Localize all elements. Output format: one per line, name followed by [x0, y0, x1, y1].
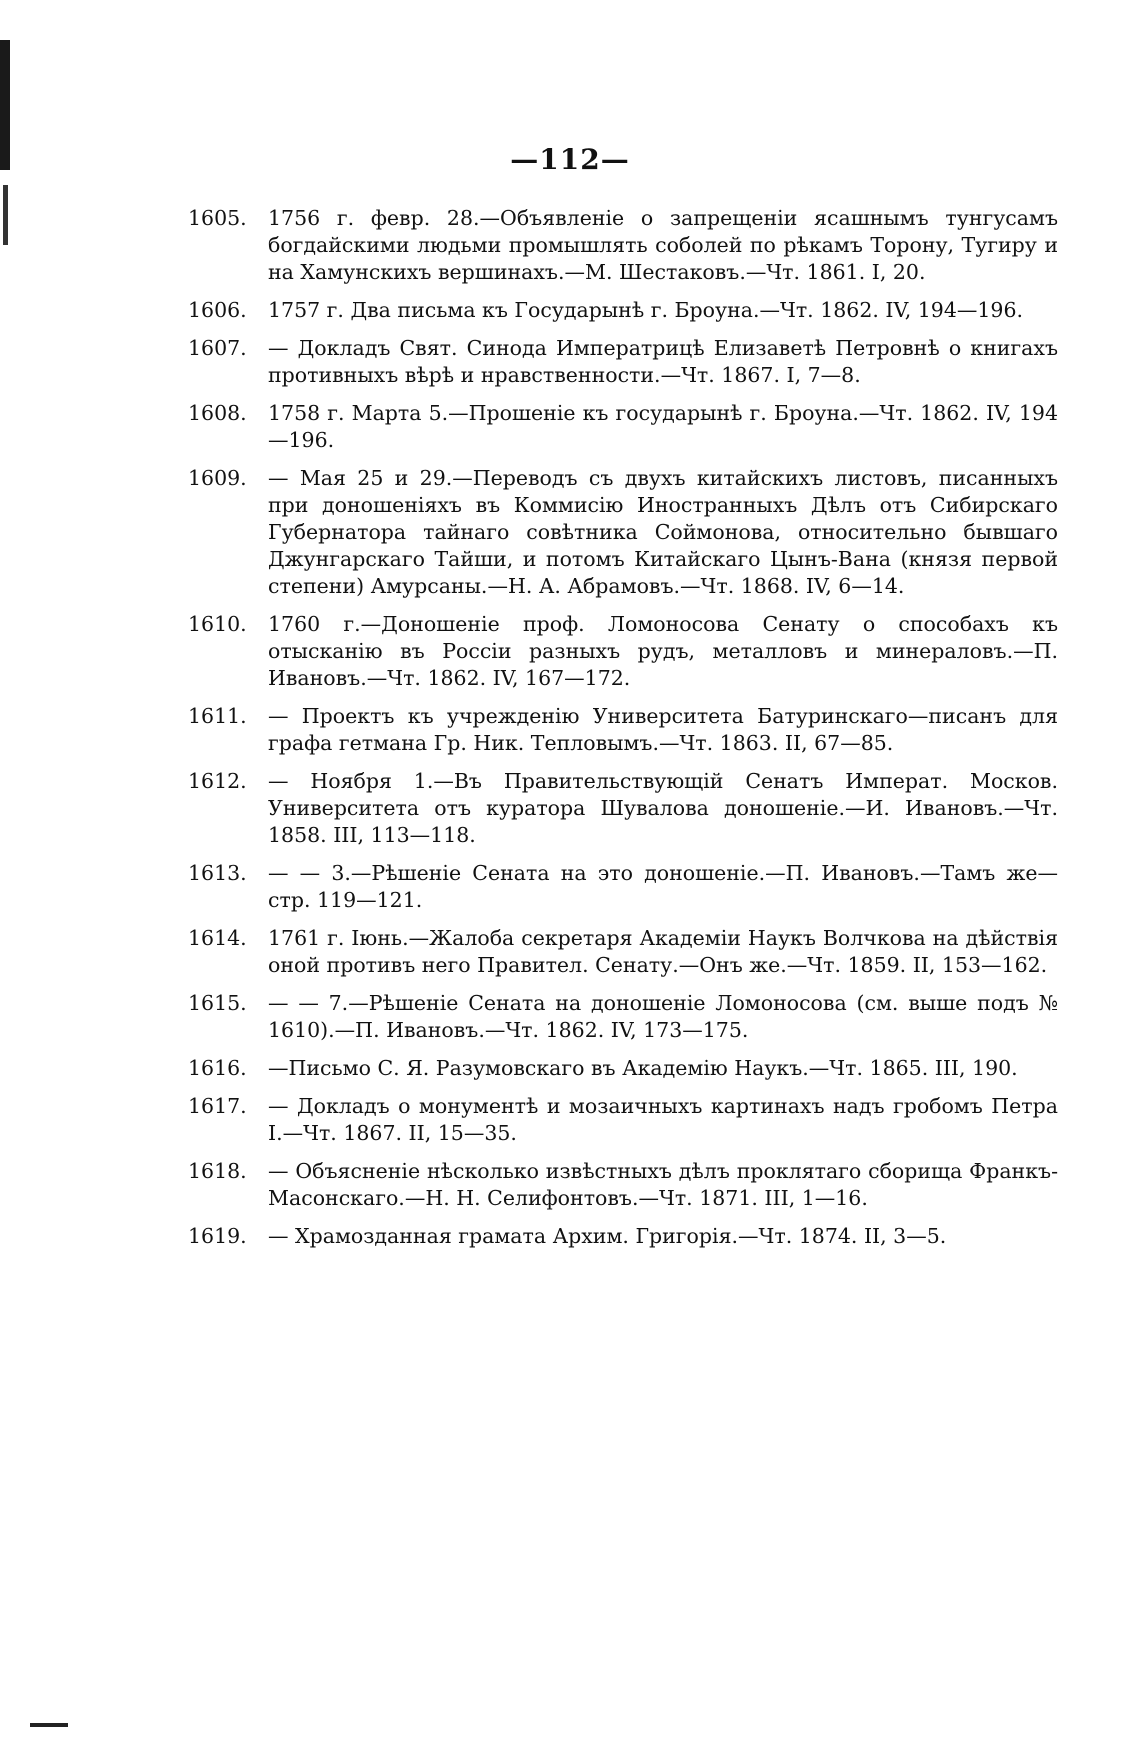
entry-1608 [188, 400, 1058, 454]
entry-text: — Докладъ о монументѣ и мозаичныхъ картинахъ надъ гробомъ Петра I.—Чт. 1867. II, 15—35. [268, 1094, 1058, 1145]
entry-text: 1756 г. февр. 28.—Объявленіе о запрещеніи ясашнымъ тунгусамъ богдайскими людьми промышлять соболей по рѣкамъ Торону, Тугиру и на Хамунскихъ вершинахъ.—М. Шестаковъ.—Чт. 1861. I, 20. [268, 206, 1058, 284]
entries-list [188, 205, 1058, 1261]
entry-1605 [188, 205, 1058, 286]
entry-number: 1614. [188, 926, 247, 950]
entry-number: 1612. [188, 769, 247, 793]
entry-text: 1761 г. Іюнь.—Жалоба секретаря Академіи Наукъ Волчкова на дѣйствія оной противъ него Правител. Сенату.—Онъ же.—Чт. 1859. II, 153—162. [268, 926, 1058, 977]
entry-number: 1611. [188, 704, 247, 728]
entry-1615 [188, 990, 1058, 1044]
entry-text: —Письмо С. Я. Разумовскаго въ Академію Наукъ.—Чт. 1865. III, 190. [268, 1056, 1018, 1080]
entry-1619 [188, 1223, 1058, 1250]
entry-1606 [188, 297, 1058, 324]
entry-text: 1757 г. Два письма къ Государынѣ г. Броуна.—Чт. 1862. IV, 194—196. [268, 298, 1024, 322]
entry-1617 [188, 1093, 1058, 1147]
scan-bottom-mark [30, 1723, 68, 1727]
entry-number: 1608. [188, 401, 247, 425]
entry-1609 [188, 465, 1058, 600]
page-number: —112— [510, 143, 630, 176]
entry-text: — — 3.—Рѣшеніе Сената на это доношеніе.—П. Ивановъ.—Тамъ же—стр. 119—121. [268, 861, 1058, 912]
entry-number: 1619. [188, 1224, 247, 1248]
entry-number: 1616. [188, 1056, 247, 1080]
entry-text: — Объясненіе нѣсколько извѣстныхъ дѣлъ проклятаго сборища Франкъ-Масонскаго.—Н. Н. Селифонтовъ.—Чт. 1871. III, 1—16. [268, 1159, 1058, 1210]
entry-1614 [188, 925, 1058, 979]
entry-text: — Ноября 1.—Въ Правительствующій Сенатъ Императ. Москов. Университета отъ куратора Шувалова доношеніе.—И. Ивановъ.—Чт. 1858. III, 113—118. [268, 769, 1058, 847]
entry-number: 1609. [188, 466, 247, 490]
entry-1612 [188, 768, 1058, 849]
entry-number: 1615. [188, 991, 247, 1015]
entry-1611 [188, 703, 1058, 757]
scan-edge-mark-lower [3, 185, 8, 245]
entry-text: 1758 г. Марта 5.—Прошеніе къ государынѣ г. Броуна.—Чт. 1862. IV, 194—196. [268, 401, 1058, 452]
entry-number: 1618. [188, 1159, 247, 1183]
entry-1607 [188, 335, 1058, 389]
entry-1613 [188, 860, 1058, 914]
entry-number: 1613. [188, 861, 247, 885]
entry-text: — Проектъ къ учрежденію Университета Батуринскаго—писанъ для графа гетмана Гр. Ник. Тепловымъ.—Чт. 1863. II, 67—85. [268, 704, 1058, 755]
entry-1616 [188, 1055, 1058, 1082]
entry-number: 1610. [188, 612, 247, 636]
entry-text: — Мая 25 и 29.—Переводъ съ двухъ китайскихъ листовъ, писанныхъ при доношеніяхъ въ Коммисію Иностранныхъ Дѣлъ отъ Сибирскаго Губернатора тайнаго совѣтника Соймонова, относительно бывшаго Джунгарскаго Тайши, и потомъ Китайскаго Цынъ-Вана (князя первой степени) Амурсаны.—Н. А. Абрамовъ.—Чт. 1868. IV, 6—14. [268, 466, 1058, 598]
entry-text: — Докладъ Свят. Синода Императрицѣ Елизаветѣ Петровнѣ о книгахъ противныхъ вѣрѣ и нравственности.—Чт. 1867. I, 7—8. [268, 336, 1058, 387]
entry-1618 [188, 1158, 1058, 1212]
entry-text: 1760 г.—Доношеніе проф. Ломоносова Сенату о способахъ къ отысканію въ Россіи разныхъ рудъ, металловъ и минераловъ.—П. Ивановъ.—Чт. 1862. IV, 167—172. [268, 612, 1058, 690]
entry-number: 1607. [188, 336, 247, 360]
entry-number: 1617. [188, 1094, 247, 1118]
entry-number: 1605. [188, 206, 247, 230]
entry-text: — — 7.—Рѣшеніе Сената на доношеніе Ломоносова (см. выше подъ № 1610).—П. Ивановъ.—Чт. 1862. IV, 173—175. [268, 991, 1058, 1042]
entry-1610 [188, 611, 1058, 692]
entry-text: — Храмозданная грамата Архим. Григорія.—Чт. 1874. II, 3—5. [268, 1224, 947, 1248]
entry-number: 1606. [188, 298, 247, 322]
